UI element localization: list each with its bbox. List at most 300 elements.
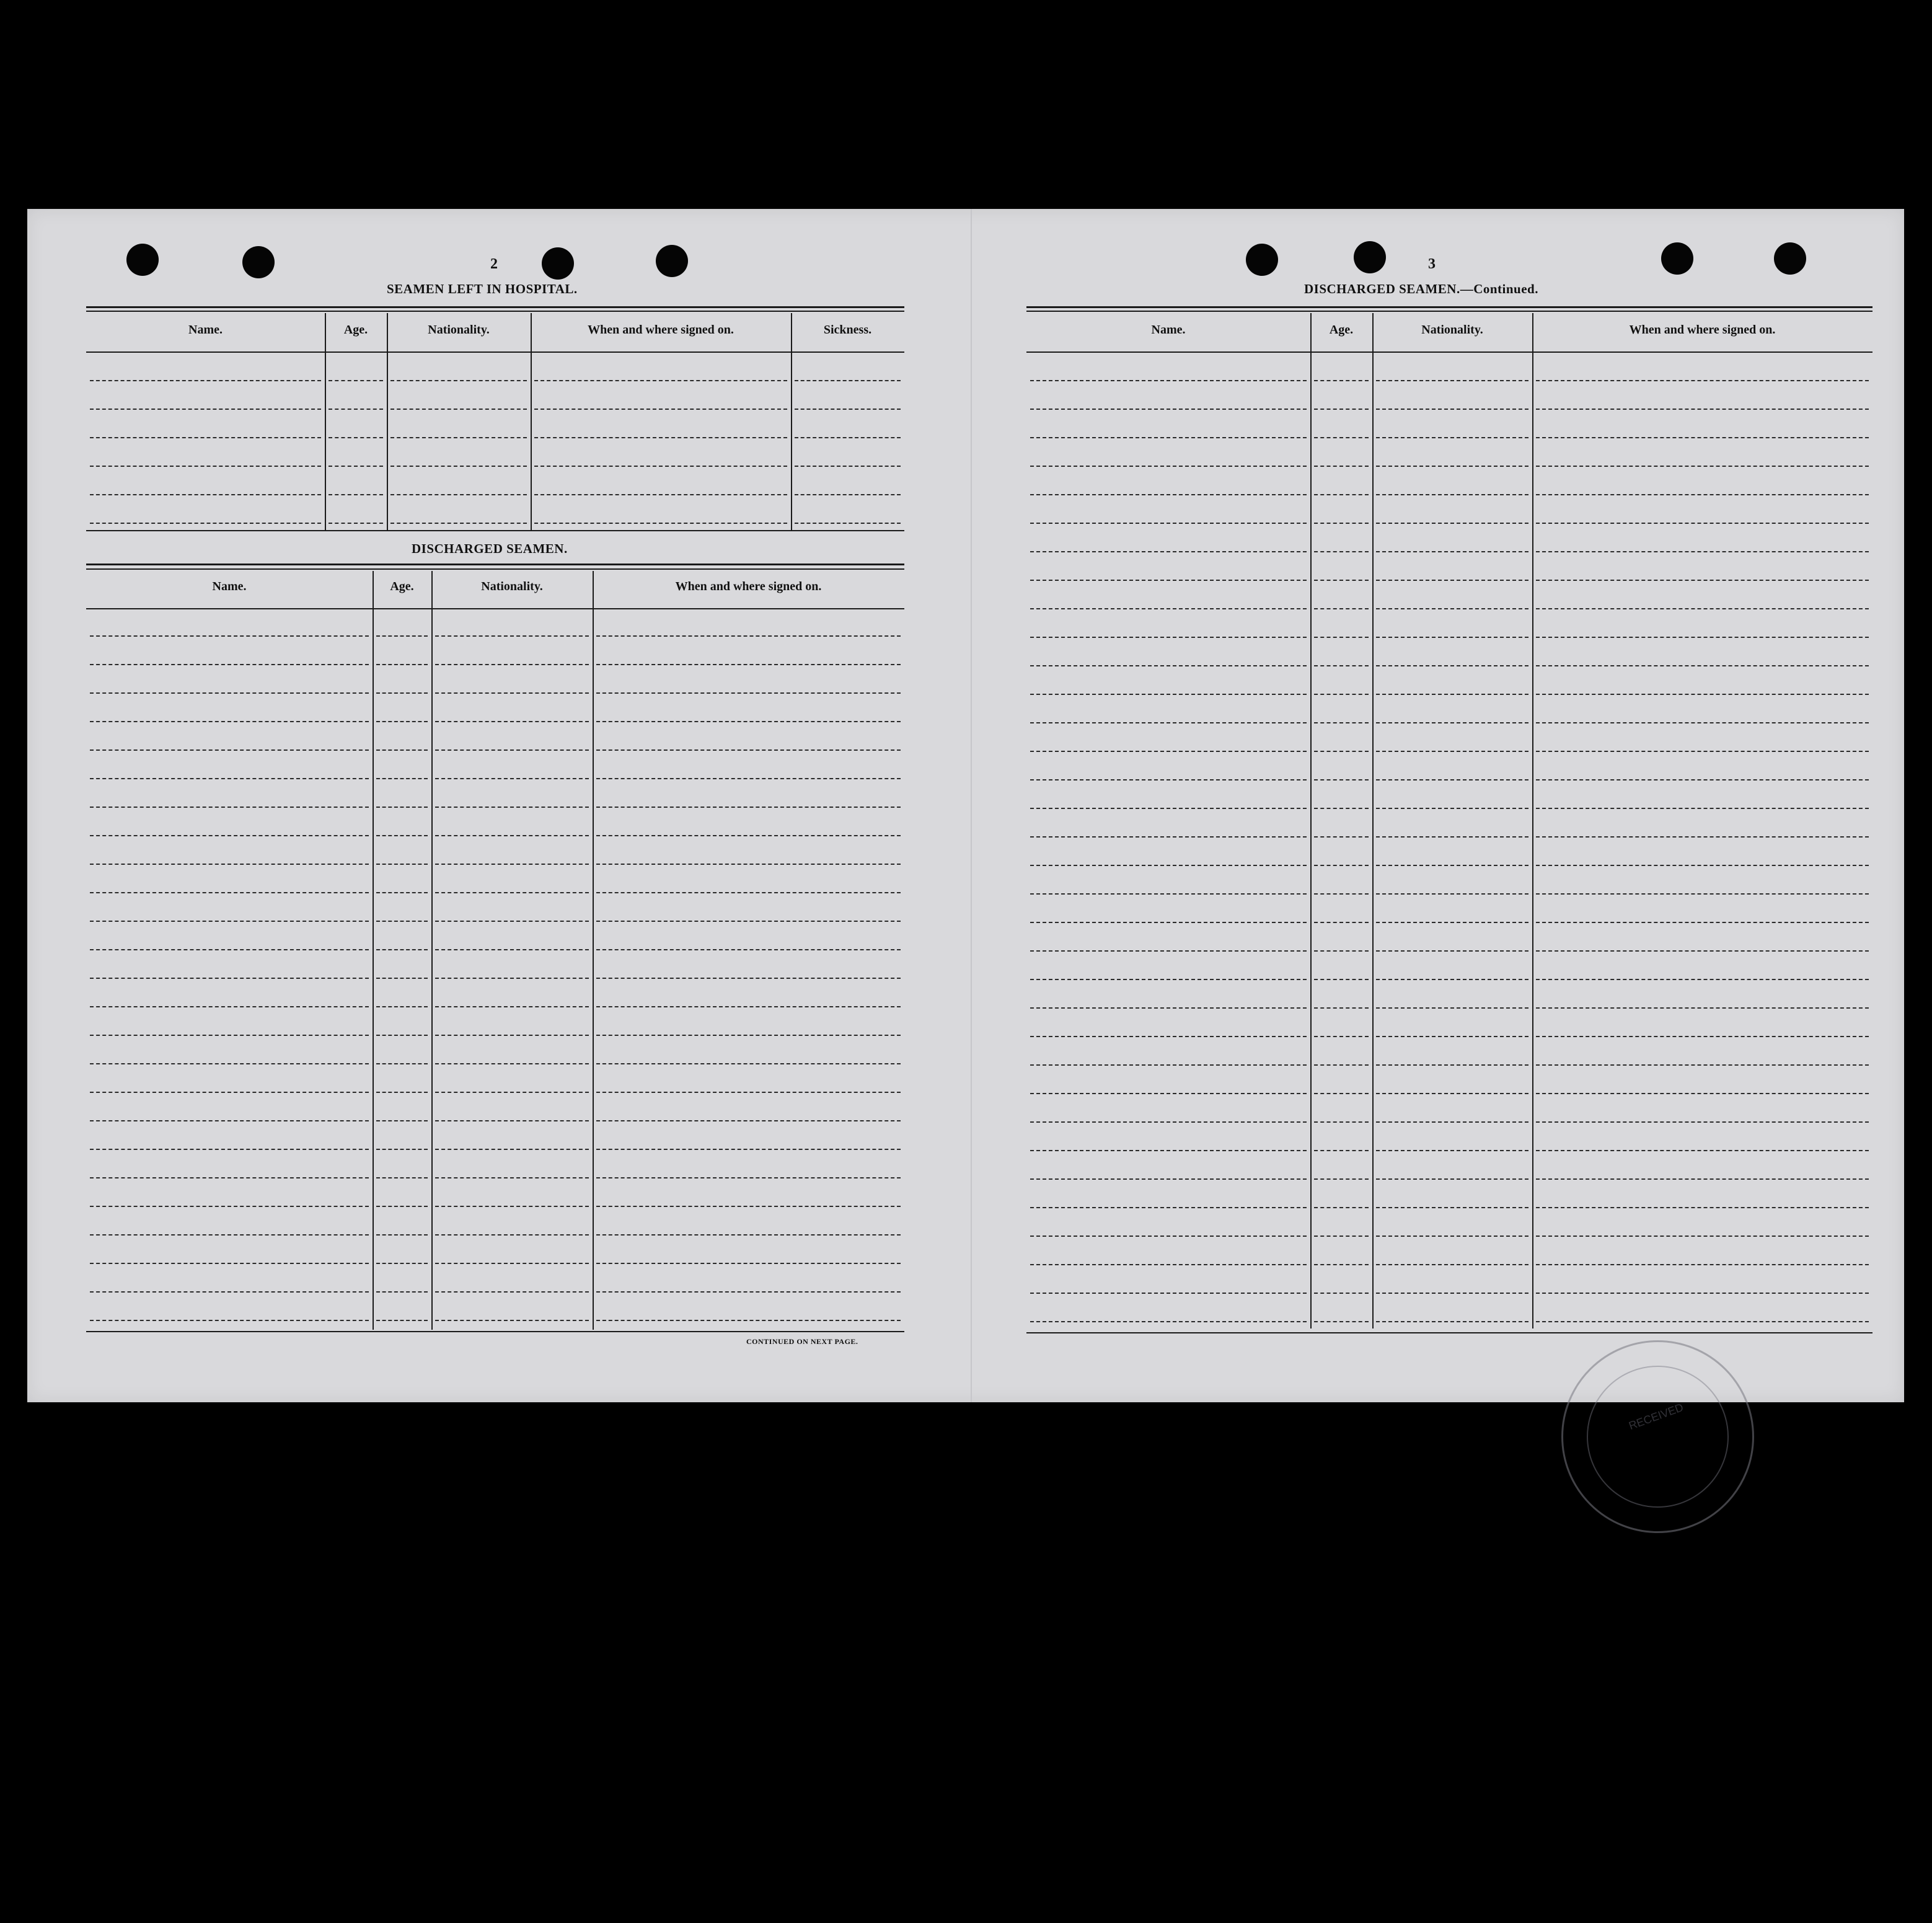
row-line [90,921,369,922]
row-line [1376,1178,1528,1180]
row-line [1314,1207,1369,1208]
column-header: Age. [1329,323,1354,337]
row-line [1376,409,1528,410]
row-line [1030,865,1307,866]
row-line [596,635,901,637]
row-line [1030,409,1307,410]
row-line [1376,1064,1528,1066]
row-line [534,380,787,381]
row-line [90,807,369,808]
row-line [1536,979,1869,980]
row-line [376,1092,428,1093]
row-line [376,635,428,637]
row-line [1314,922,1369,923]
stamp-text: RECEIVED [1627,1400,1685,1433]
row-line [435,835,589,836]
column-header: Age. [343,323,368,337]
row-line [1376,1036,1528,1037]
row-line [435,864,589,865]
row-line [1536,1064,1869,1066]
row-line [376,892,428,893]
row-line [596,749,901,751]
row-line [90,1234,369,1236]
header-underline [1026,351,1872,353]
row-line [1376,979,1528,980]
row-line [596,835,901,836]
row-line [1030,494,1307,495]
column-divider [1372,313,1374,1328]
row-line [1376,694,1528,695]
page-fold [971,209,972,1402]
row-line [376,1263,428,1264]
row-line [376,1177,428,1178]
row-line [1376,808,1528,809]
row-line [1314,1150,1369,1151]
row-line [90,1063,369,1064]
row-line [90,437,321,438]
row-line [1536,1007,1869,1009]
column-header: When and where signed on. [1629,323,1776,337]
row-line [1314,779,1369,780]
row-line [90,949,369,950]
row-line [1376,1093,1528,1094]
row-line [435,778,589,779]
row-line [90,978,369,979]
row-line [90,380,321,381]
row-line [1536,523,1869,524]
row-line [1314,836,1369,838]
column-divider [387,313,388,531]
continued-note: CONTINUED ON NEXT PAGE. [746,1337,858,1346]
row-line [1536,779,1869,780]
row-line [795,523,901,524]
row-line [1030,523,1307,524]
row-line [1030,751,1307,752]
row-line [596,978,901,979]
row-line [435,892,589,893]
row-line [1314,1293,1369,1294]
row-line [90,1120,369,1121]
row-line [596,721,901,722]
row-line [1314,751,1369,752]
row-line [90,1263,369,1264]
hospital-section-title: SEAMEN LEFT IN HOSPITAL. [387,281,578,296]
row-line [376,664,428,665]
row-line [1314,1178,1369,1180]
row-line [1376,523,1528,524]
page-number-right: 3 [1428,256,1436,272]
column-divider [1310,313,1312,1328]
row-line [376,1320,428,1321]
row-line [1536,893,1869,895]
row-line [435,1006,589,1007]
row-line [90,835,369,836]
row-line [90,892,369,893]
row-line [1536,722,1869,723]
row-line [1030,1121,1307,1123]
row-line [1030,466,1307,467]
row-line [1314,1236,1369,1237]
row-line [1376,1007,1528,1009]
row-line [90,635,369,637]
punch-hole [1661,242,1693,275]
row-line [1314,1093,1369,1094]
row-line [596,921,901,922]
row-line [1536,1293,1869,1294]
row-line [1376,779,1528,780]
row-line [1030,1150,1307,1151]
row-line [1536,1093,1869,1094]
row-line [1030,665,1307,666]
row-line [376,949,428,950]
row-line [435,921,589,922]
row-line [1536,1150,1869,1151]
row-line [1536,437,1869,438]
row-line [90,1177,369,1178]
row-line [376,692,428,694]
row-line [1030,836,1307,838]
row-line [1030,608,1307,609]
row-line [390,409,527,410]
row-line [1536,494,1869,495]
row-line [1536,380,1869,381]
row-line [1376,380,1528,381]
row-line [390,380,527,381]
row-line [90,1006,369,1007]
row-line [1314,694,1369,695]
row-line [795,380,901,381]
row-line [1030,979,1307,980]
row-line [1376,893,1528,895]
row-line [90,494,321,495]
row-line [1314,893,1369,895]
row-line [376,778,428,779]
row-line [1030,437,1307,438]
hospital-top-rule-2 [86,311,904,312]
row-line [1030,1207,1307,1208]
row-line [1030,922,1307,923]
row-line [376,1149,428,1150]
row-line [1030,637,1307,638]
row-line [1030,380,1307,381]
row-line [1030,722,1307,723]
row-line [596,1006,901,1007]
column-header: When and where signed on. [588,323,734,337]
row-line [435,1206,589,1207]
row-line [1376,1293,1528,1294]
row-line [1030,1178,1307,1180]
row-line [1376,665,1528,666]
row-line [376,864,428,865]
punch-hole [656,245,688,277]
row-line [1030,551,1307,552]
row-line [435,807,589,808]
column-header: Nationality. [428,323,490,337]
row-line [1376,922,1528,923]
row-line [90,409,321,410]
row-line [90,721,369,722]
row-line [1376,950,1528,952]
row-line [1030,893,1307,895]
row-line [1314,637,1369,638]
table-bottom-rule [86,530,904,531]
row-line [435,1320,589,1321]
row-line [596,1035,901,1036]
row-line [435,635,589,637]
row-line [1030,1321,1307,1322]
form-sheet [27,209,1904,1433]
row-line [376,1063,428,1064]
row-line [1376,551,1528,552]
row-line [90,1320,369,1321]
row-line [596,807,901,808]
row-line [1030,580,1307,581]
row-line [90,664,369,665]
row-line [1030,694,1307,695]
column-divider [373,571,374,1330]
row-line [1536,665,1869,666]
discharged-top-rule-2 [86,568,904,570]
punch-hole [1246,244,1278,276]
header-underline [86,608,904,609]
punch-hole [126,244,159,276]
row-line [1376,1236,1528,1237]
row-line [376,721,428,722]
column-header: When and where signed on. [675,580,822,593]
row-line [596,1120,901,1121]
row-line [1030,1036,1307,1037]
row-line [596,664,901,665]
row-line [1314,494,1369,495]
row-line [90,523,321,524]
row-line [1376,437,1528,438]
row-line [1376,1321,1528,1322]
page-number-left: 2 [490,256,498,272]
row-line [1536,1178,1869,1180]
table-bottom-rule [1026,1332,1872,1333]
row-line [795,466,901,467]
row-line [1314,380,1369,381]
row-line [1376,1264,1528,1265]
row-line [1314,608,1369,609]
row-line [1314,665,1369,666]
row-line [90,1206,369,1207]
row-line [90,1149,369,1150]
row-line [435,1291,589,1293]
row-line [1376,751,1528,752]
continued-top-rule-2 [1026,311,1872,312]
row-line [1536,751,1869,752]
row-line [1314,1264,1369,1265]
row-line [90,749,369,751]
row-line [1376,608,1528,609]
row-line [1376,865,1528,866]
column-divider [1532,313,1533,1328]
row-line [390,523,527,524]
row-line [1376,1121,1528,1123]
row-line [376,1206,428,1207]
row-line [1376,466,1528,467]
row-line [596,1092,901,1093]
row-line [435,664,589,665]
row-line [1314,409,1369,410]
row-line [534,437,787,438]
row-line [1376,836,1528,838]
column-divider [791,313,792,531]
row-line [1536,637,1869,638]
row-line [596,692,901,694]
row-line [376,1120,428,1121]
row-line [329,494,383,495]
punch-hole [542,247,574,280]
row-line [1536,1236,1869,1237]
row-line [1536,694,1869,695]
row-line [795,437,901,438]
row-line [596,1149,901,1150]
row-line [1376,722,1528,723]
row-line [596,1263,901,1264]
row-line [534,494,787,495]
discharged-top-rule [86,564,904,565]
column-header: Sickness. [823,323,872,337]
column-header: Nationality. [481,580,543,593]
row-line [1536,865,1869,866]
row-line [435,1263,589,1264]
row-line [376,835,428,836]
column-divider [431,571,433,1330]
row-line [596,1234,901,1236]
row-line [1314,1321,1369,1322]
header-underline [86,351,904,353]
row-line [329,380,383,381]
row-line [90,466,321,467]
row-line [1030,1093,1307,1094]
row-line [1376,494,1528,495]
row-line [1314,551,1369,552]
punch-hole [1354,241,1386,273]
row-line [435,949,589,950]
row-line [1536,836,1869,838]
column-divider [531,313,532,531]
row-line [390,466,527,467]
row-line [1536,1121,1869,1123]
row-line [1314,437,1369,438]
row-line [435,1063,589,1064]
row-line [596,864,901,865]
row-line [596,1063,901,1064]
row-line [1314,722,1369,723]
row-line [1376,1150,1528,1151]
row-line [1030,779,1307,780]
row-line [596,1177,901,1178]
row-line [435,1149,589,1150]
punch-hole [1774,242,1806,275]
continued-top-rule [1026,306,1872,308]
row-line [390,494,527,495]
row-line [435,692,589,694]
row-line [1030,1007,1307,1009]
row-line [90,692,369,694]
row-line [90,778,369,779]
hospital-top-rule [86,306,904,308]
row-line [534,523,787,524]
row-line [1314,865,1369,866]
row-line [376,921,428,922]
row-line [376,978,428,979]
row-line [1536,922,1869,923]
row-line [1536,1264,1869,1265]
row-line [435,1035,589,1036]
row-line [1536,551,1869,552]
row-line [596,778,901,779]
row-line [376,749,428,751]
row-line [90,1092,369,1093]
received-stamp [1561,1340,1754,1533]
row-line [596,949,901,950]
row-line [1030,1293,1307,1294]
row-line [1314,580,1369,581]
row-line [795,494,901,495]
row-line [329,409,383,410]
discharged-continued-title: DISCHARGED SEAMEN.—Continued. [1304,281,1538,296]
row-line [1376,1207,1528,1208]
row-line [90,1291,369,1293]
row-line [1314,1121,1369,1123]
row-line [1030,950,1307,952]
table-bottom-rule [86,1331,904,1332]
row-line [1314,1007,1369,1009]
column-divider [593,571,594,1330]
row-line [1314,950,1369,952]
row-line [1536,1207,1869,1208]
row-line [596,1291,901,1293]
row-line [329,466,383,467]
discharged-section-title: DISCHARGED SEAMEN. [412,541,568,556]
row-line [90,1035,369,1036]
row-line [435,1234,589,1236]
row-line [435,721,589,722]
punch-hole [242,246,275,278]
row-line [376,1291,428,1293]
column-header: Name. [188,323,223,337]
row-line [1536,1321,1869,1322]
column-header: Nationality. [1421,323,1483,337]
row-line [1536,950,1869,952]
row-line [1536,808,1869,809]
row-line [1536,580,1869,581]
row-line [1314,1036,1369,1037]
row-line [435,1092,589,1093]
row-line [596,1206,901,1207]
row-line [1314,808,1369,809]
row-line [534,409,787,410]
row-line [435,1120,589,1121]
row-line [1536,409,1869,410]
row-line [1536,466,1869,467]
row-line [329,437,383,438]
row-line [435,1177,589,1178]
column-header: Name. [212,580,247,593]
row-line [1314,979,1369,980]
column-header: Name. [1151,323,1186,337]
row-line [1376,637,1528,638]
column-divider [325,313,326,531]
row-line [1536,1036,1869,1037]
row-line [795,409,901,410]
row-line [1030,808,1307,809]
row-line [1314,466,1369,467]
row-line [1030,1236,1307,1237]
